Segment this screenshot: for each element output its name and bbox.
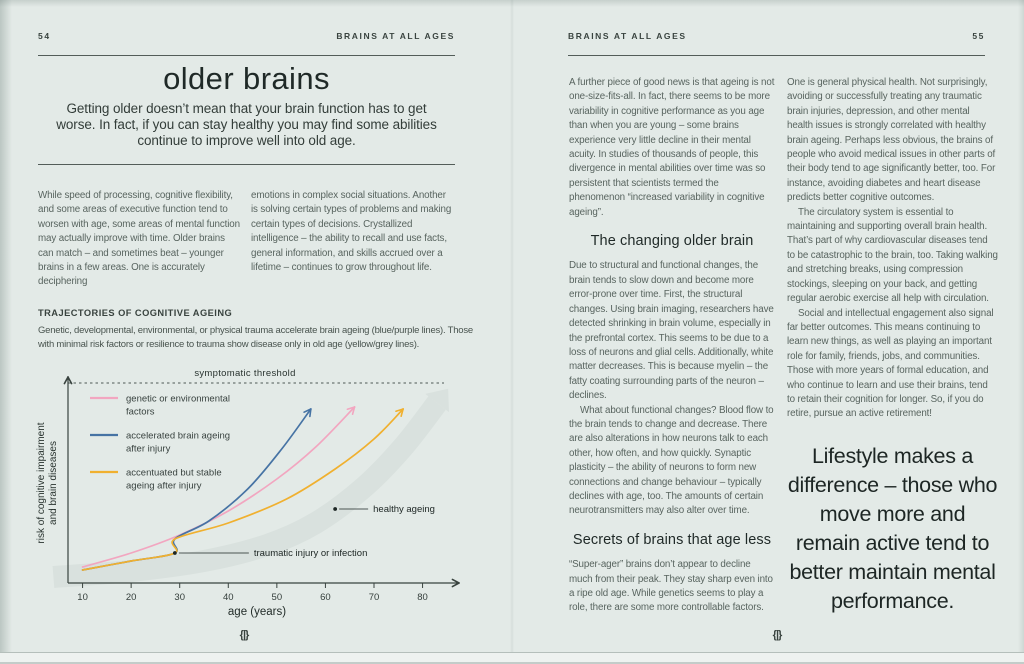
paragraph-engagement: Social and intellectual engagement also signal far better outcomes. This means continuing to learn new things, as well as playing an important role for family, friends, jobs, and communities. Those with more years of formal education, and who continue to learn and use their brains, tend to retain their cognition for longer. So, if you do retire, pursue an active retirement! [787, 307, 994, 420]
brain-icon [757, 629, 797, 641]
page-edge-bottom [0, 652, 1024, 664]
svg-text:20: 20 [125, 592, 137, 603]
svg-text:accentuated but stable: accentuated but stable [126, 467, 222, 479]
brain-icon-glyph: {|} [772, 629, 782, 641]
page-subtitle [38, 101, 455, 150]
heading-changing-older-brain: The changing older brain [590, 233, 754, 250]
paragraph-physical-health: One is general physical health. Not surprisingly, avoiding or successfully treating any traumatic brain injuries, depression, and other mental health issues is strongly correlated with healthy brain ageing. Perhaps less obvious, the brains of people who avoid medical issues in other parts of their body tend to age significantly better, too. For instance, avoiding diabetes and heart disease predicts better cognitive outcomes. [787, 77, 996, 204]
page-number-left: 54 [38, 31, 51, 41]
svg-text:accelerated brain ageing: accelerated brain ageing [126, 430, 231, 442]
y-axis-label [36, 422, 59, 543]
ageing-trajectories-chart [30, 366, 510, 618]
page-title: older brains [163, 61, 330, 96]
page-seam [510, 0, 514, 664]
svg-text:healthy ageing: healthy ageing [373, 504, 435, 516]
page-edge-left [0, 0, 12, 664]
brain-icon-glyph: {|} [239, 629, 249, 641]
paragraph-variability: A further piece of good news is that ageing is not one-size-fits-all. In fact, there seems to be more variability in cognitive performance as you age than when you are young – some brains experience very little decline in their mental acuity. In studies of thousands of people, this divergence in mental abilities over time was so persistent that scientists termed the phenomenon “increased variability in cognitive ageing”. [569, 77, 775, 218]
pull-quote: Lifestyle makes a difference – those who move more and remain active tend to better maintain mental performance. [787, 443, 998, 613]
running-head-right: BRAINS AT ALL AGES [568, 31, 687, 41]
header-rule-left [38, 55, 455, 56]
symptomatic-threshold [68, 368, 444, 383]
svg-text:60: 60 [320, 592, 331, 603]
svg-text:70: 70 [368, 592, 380, 603]
paragraph-super-agers: “Super-ager” brains don’t appear to decline much from their peak. They stay sharp even into a ripe old age. While genetics seems to play a role, there are some more controllable factors. [569, 559, 773, 614]
chart-legend [90, 394, 230, 492]
page-number-right: 55 [972, 31, 985, 41]
svg-text:80: 80 [417, 592, 428, 603]
svg-text:50: 50 [271, 592, 283, 603]
running-head-left: BRAINS AT ALL AGES [336, 31, 455, 41]
paragraph-functional-changes: What about functional changes? Blood flow to the brain tends to change and decrease. There are also alterations in how neurons talk to each other, how often, and how quickly. Synaptic plasticity – the ability of neurons to form new connections and change behaviour – typically declines with age, too. The amounts of certain neurotransmitters may also alter over time. [569, 404, 774, 517]
intro-column-2 [251, 189, 455, 275]
page-subtitle-text: Getting older doesn’t mean that your brain function has to get worse. In fact, if you can stay healthy you may find some abilities continue to improve well into old age. [56, 101, 437, 149]
svg-text:30: 30 [174, 592, 186, 603]
svg-text:traumatic injury or infection: traumatic injury or infection [253, 548, 368, 560]
svg-text:symptomatic threshold: symptomatic threshold [194, 368, 296, 379]
svg-text:after injury: after injury [126, 443, 171, 455]
header-rule-right [568, 55, 985, 56]
intro-paragraph-2: emotions in complex social situations. Another is solving certain types of problems and making certain types of decisions. Crystallized intelligence – the ability to recall and use facts, general information, and skills accrued over a lifetime – continues to grow throughout life. [251, 190, 452, 274]
svg-text:genetic or environmental: genetic or environmental [126, 393, 231, 405]
figure-kicker: TRAJECTORIES OF COGNITIVE AGEING [38, 308, 233, 318]
svg-text:and brain diseases: and brain diseases [48, 441, 59, 525]
intro-column-1 [38, 189, 242, 290]
right-column-2 [787, 76, 998, 616]
healthy-ageing-band [53, 389, 449, 577]
page-edge-top [0, 0, 1024, 7]
heading-secrets-age-less: Secrets of brains that age less [572, 531, 772, 548]
svg-text:risk of cognitive impairment: risk of cognitive impairment [36, 422, 47, 544]
intro-paragraph-1: While speed of processing, cognitive flexibility, and some areas of executive function tend to worsen with age, some areas of mental function may actually improve with time. Older brains can match – and sometimes beat – younger brains in a few areas. One is accurately deciphering [38, 190, 240, 288]
paragraph-circulatory: The circulatory system is essential to maintaining and supporting overall brain health. That’s part of why cardiovascular diseases tend to be catastrophic to the brain, too. Taking walking and stretching breaks, using compression stockings, sleeping on your back, and getting regular aerobic exercise all help with circulation. [787, 206, 998, 305]
right-column-1 [569, 76, 775, 616]
subtitle-rule [38, 164, 455, 165]
page-edge-right [1018, 0, 1024, 664]
svg-text:ageing after injury: ageing after injury [126, 480, 202, 492]
brain-icon [224, 629, 264, 641]
figure-caption: Genetic, developmental, environmental, or physical trauma accelerate brain ageing (blue/purple lines). Those with minimal risk factors or resilience to trauma show disease only in old age (yellow/grey lines). [38, 325, 473, 351]
svg-text:40: 40 [222, 592, 234, 603]
svg-text:age (years): age (years) [227, 606, 287, 618]
svg-text:10: 10 [77, 592, 88, 603]
svg-text:factors: factors [126, 406, 155, 418]
paragraph-structural-changes: Due to structural and functional changes, the brain tends to slow down and become more error-prone over time. First, the structural changes. Using brain imaging, researchers have detected shrinking in brain volume, especially in the prefrontal cortex. This seems to be due to a loss of neurons and glial cells. Additionally, white matter decreases. This is because myelin – the fatty coating surrounding parts of the neuron – declines. [569, 260, 774, 402]
ageing-trajectories-chart-svg [30, 366, 510, 618]
